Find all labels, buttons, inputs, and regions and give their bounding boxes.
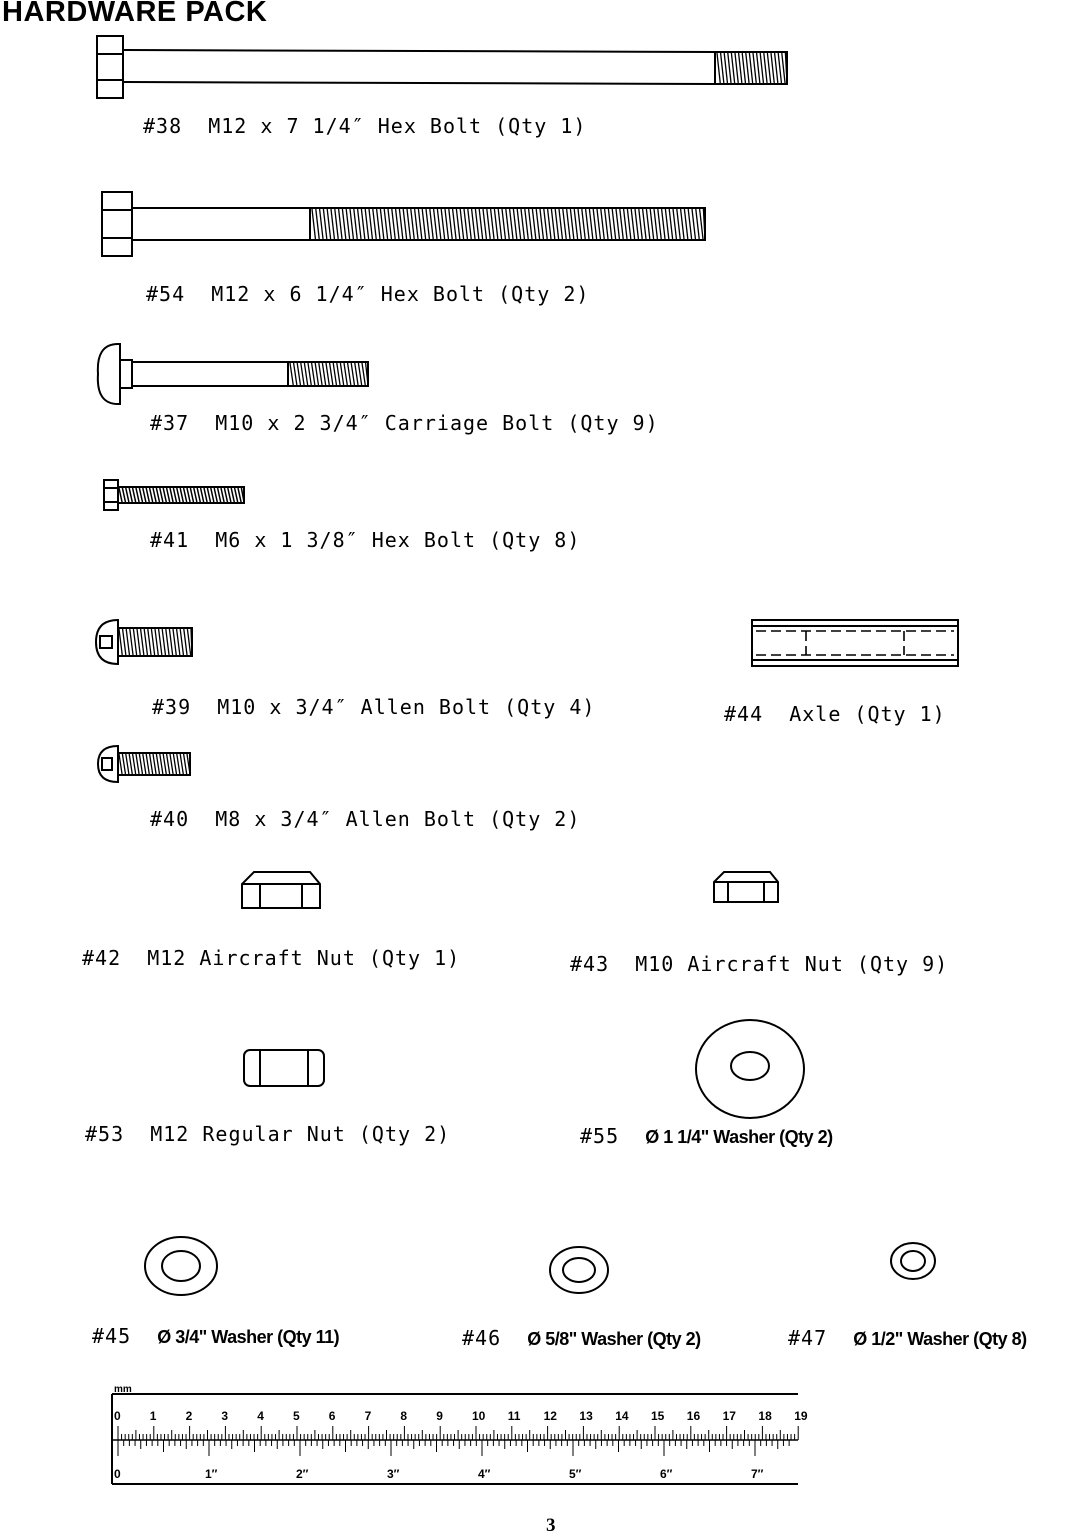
part-description: Ø 1 1/4" Washer (Qty 2) [645,1127,833,1147]
regular-nut-53-illustration [242,1048,328,1090]
part-description: M12 x 6 1/4″ Hex Bolt (Qty 2) [211,282,590,306]
aircraft-nut-42-illustration [240,870,324,912]
ruler-cm-label: 6 [328,1409,336,1423]
ruler-cm-label: 13 [579,1409,593,1423]
allen-bolt-39-illustration [94,618,198,666]
part-description: M6 x 1 3/8″ Hex Bolt (Qty 8) [215,528,581,552]
allen-bolt-40-illustration [96,744,196,786]
page-title: HARDWARE PACK [2,0,268,28]
part-number: #37 [150,411,190,435]
ruler-mm-label: mm [114,1384,132,1395]
ruler-cm-label: 9 [436,1409,443,1423]
ruler-cm-label: 19 [794,1409,808,1423]
ruler-cm-label: 15 [651,1409,665,1423]
hex-bolt-41-illustration [102,478,252,514]
ruler-cm-label: 3 [221,1409,229,1423]
page-number: 3 [546,1515,556,1536]
hex-bolt-54-illustration [100,190,710,260]
part-number: #43 [570,952,610,976]
ruler-cm-label: 12 [543,1409,557,1423]
ruler-cm-label: 11 [507,1409,521,1423]
ruler-inch-label: 5″ [569,1467,582,1481]
ruler-inch-label: 4″ [478,1467,491,1481]
ruler-inch-label: 2″ [296,1467,309,1481]
ruler-cm-label: 5 [293,1409,300,1423]
washer-45-illustration [142,1234,222,1298]
ruler-cm-label: 1 [149,1409,157,1423]
part-number: #42 [82,946,122,970]
axle-44-illustration [750,618,962,670]
ruler-inch-label: 7″ [751,1467,764,1481]
part-number: #55 [580,1124,620,1148]
ruler-inch-label: 0 [114,1467,121,1481]
part-number: #44 [724,702,764,726]
part-description: M12 x 7 1/4″ Hex Bolt (Qty 1) [208,114,587,138]
part-description: Ø 1/2" Washer (Qty 8) [853,1329,1027,1349]
measuring-ruler [108,1380,808,1492]
ruler-cm-label: 14 [615,1409,629,1423]
part-description: M10 x 3/4″ Allen Bolt (Qty 4) [217,695,596,719]
part-number: #38 [143,114,183,138]
ruler-cm-label: 7 [364,1409,372,1423]
part-number: #46 [462,1326,502,1350]
part-description: M12 Regular Nut (Qty 2) [150,1122,451,1146]
ruler-cm-label: 17 [722,1409,736,1423]
part-description: Ø 5/8" Washer (Qty 2) [527,1329,701,1349]
part-number: #41 [150,528,190,552]
washer-46-illustration [546,1244,612,1296]
ruler-cm-label: 8 [400,1409,408,1423]
aircraft-nut-43-illustration [712,870,784,906]
part-description: Ø 3/4" Washer (Qty 11) [157,1327,340,1347]
part-description: M8 x 3/4″ Allen Bolt (Qty 2) [215,807,581,831]
part-number: #53 [85,1122,125,1146]
ruler-cm-label: 2 [185,1409,193,1423]
ruler-cm-label: 4 [257,1409,264,1423]
part-number: #47 [788,1326,828,1350]
part-number: #40 [150,807,190,831]
washer-55-illustration [694,1018,808,1122]
ruler-inch-label: 1″ [205,1467,218,1481]
carriage-bolt-37-illustration [96,342,376,406]
part-description: Axle (Qty 1) [789,702,946,726]
part-description: M10 Aircraft Nut (Qty 9) [635,952,949,976]
part-number: #45 [92,1324,132,1348]
washer-47-illustration [888,1240,940,1282]
part-number: #39 [152,695,192,719]
ruler-inch-label: 6″ [660,1467,673,1481]
part-number: #54 [146,282,186,306]
ruler-inch-label: 3″ [387,1467,400,1481]
ruler-cm-label: 16 [686,1409,701,1423]
ruler-cm-label: 18 [758,1409,772,1423]
part-description: M12 Aircraft Nut (Qty 1) [147,946,461,970]
ruler-cm-label: 0 [114,1409,121,1423]
hex-bolt-38-illustration [95,34,795,102]
ruler-cm-label: 10 [472,1409,486,1423]
part-description: M10 x 2 3/4″ Carriage Bolt (Qty 9) [215,411,659,435]
